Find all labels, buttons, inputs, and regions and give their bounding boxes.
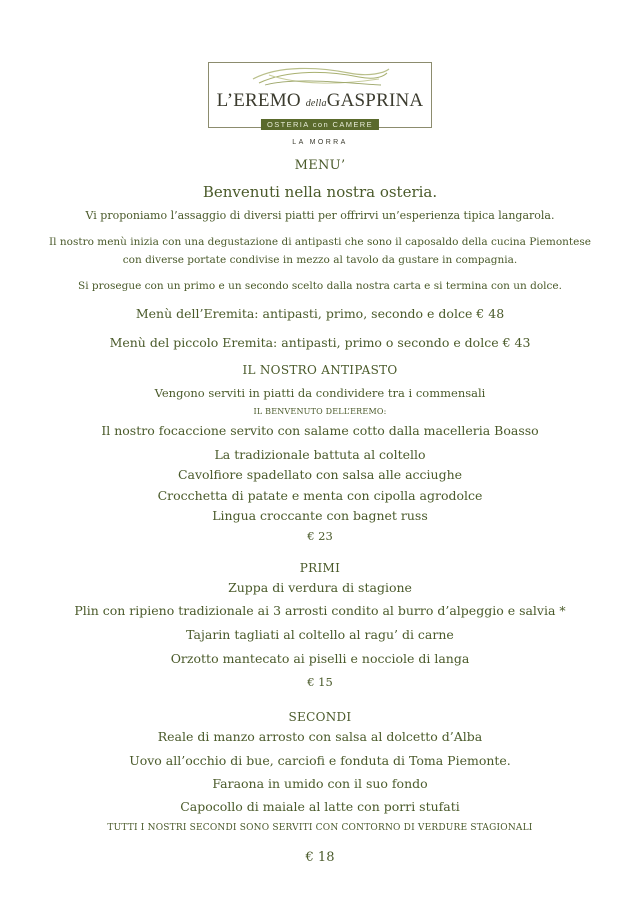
menu-eremita: Menù dell’Eremita: antipasti, primo, secondo e dolce € 48	[135, 306, 505, 321]
secondi-item: Capocollo di maiale al latte con porri stufati	[180, 799, 460, 814]
secondi-price: € 18	[305, 850, 335, 865]
antipasto-item: Crocchetta di patate e menta con cipolla agrodolce	[157, 488, 483, 503]
secondi-note: TUTTI I NOSTRI SECONDI SONO SERVITI CON CONTORNO DI VERDURE STAGIONALI	[107, 823, 533, 833]
logo-title: L’EREMO dellaGASPRINA	[216, 90, 424, 111]
antipasto-item: Lingua croccante con bagnet russ	[212, 508, 428, 523]
antipasto-item: Il nostro focaccione servito con salame cotto dalla macelleria Boasso	[101, 423, 539, 438]
intro-line-3: Si prosegue con un primo e un secondo scelto dalla nostra carta e si termina con un dolce.	[78, 280, 562, 292]
antipasto-heading: IL NOSTRO ANTIPASTO	[242, 363, 398, 377]
secondi-item: Reale di manzo arrosto con salsa al dolcetto d’Alba	[157, 729, 483, 744]
primi-item: Plin con ripieno tradizionale ai 3 arrosti condito al burro d’alpeggio e salvia *	[74, 603, 566, 618]
benvenuto-label: IL BENVENUTO DELL’EREMO:	[253, 407, 387, 416]
antipasto-item: La tradizionale battuta al coltello	[214, 447, 426, 462]
antipasto-note: Vengono serviti in piatti da condividere tra i commensali	[154, 386, 486, 400]
antipasto-item: Cavolfiore spadellato con salsa alle acciughe	[177, 467, 463, 482]
logo-location: LA MORRA	[292, 139, 348, 146]
intro-line-1: Vi proponiamo l’assaggio di diversi piatti per offrirvi un’esperienza tipica langarola.	[85, 209, 555, 222]
secondi-item: Uovo all’occhio di bue, carciofi e fonduta di Toma Piemonte.	[129, 753, 511, 768]
intro-line-2a: Il nostro menù inizia con una degustazione di antipasti che sono il caposaldo della cucina Piemontese	[49, 236, 591, 248]
logo-band: OSTERIA con CAMERE	[261, 119, 379, 130]
secondi-item: Faraona in umido con il suo fondo	[212, 776, 428, 791]
primi-item: Orzotto mantecato ai piselli e nocciole di langa	[170, 651, 470, 666]
primi-item: Zuppa di verdura di stagione	[228, 580, 412, 595]
primi-item: Tajarin tagliati al coltello al ragu’ di carne	[186, 627, 454, 642]
welcome-text: Benvenuti nella nostra osteria.	[202, 183, 438, 201]
antipasto-price: € 23	[307, 529, 333, 543]
primi-heading: PRIMI	[299, 561, 341, 575]
menu-piccolo-eremita: Menù del piccolo Eremita: antipasti, primo o secondo e dolce € 43	[109, 335, 531, 350]
menu-heading: MENU’	[294, 158, 346, 173]
swirl-icon	[249, 63, 393, 93]
intro-line-2b: con diverse portate condivise in mezzo al tavolo da gustare in compagnia.	[122, 254, 518, 266]
primi-price: € 15	[307, 675, 333, 689]
secondi-heading: SECONDI	[288, 710, 352, 724]
restaurant-logo	[208, 62, 432, 128]
